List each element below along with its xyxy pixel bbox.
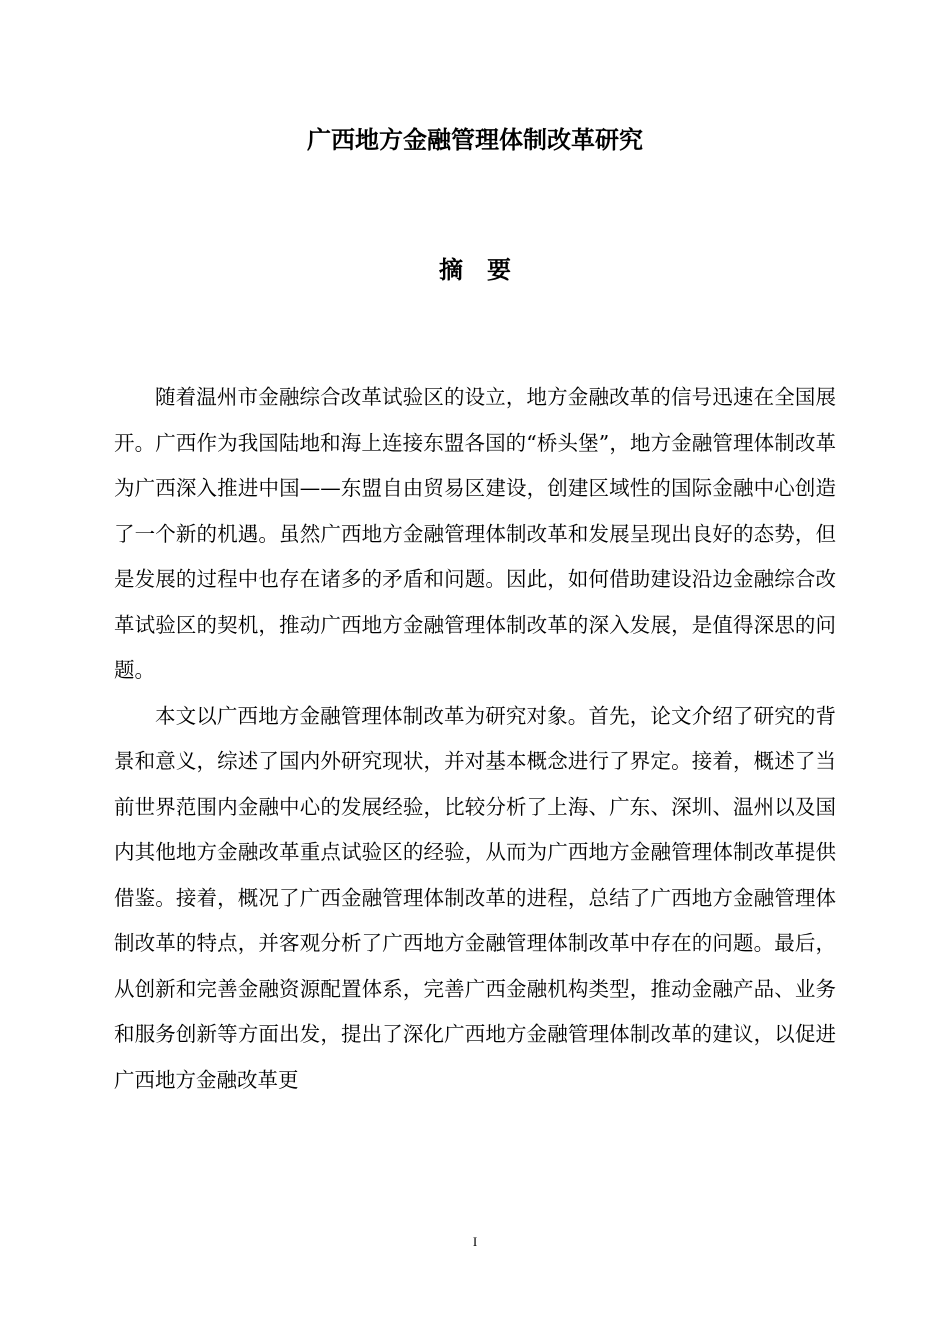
paper-title: 广西地方金融管理体制改革研究 [307, 126, 643, 154]
abstract-paragraph-1: 随着温州市金融综合改革试验区的设立，地方金融改革的信号迅速在全国展开。广西作为我国陆地和海上连接东盟各国的“桥头堡”，地方金融管理体制改革为广西深入推进中国——东盟自由贸易区建设，创建区域性的国际金融中心创造了一个新的机遇。虽然广西地方金融管理体制改革和发展呈现出良好的态势，但是发展的过程中也存在诸多的矛盾和问题。因此，如何借助建设沿边金融综合改革试验区的契机，推动广西地方金融管理体制改革的深入发展，是值得深思的问题。 [114, 385, 836, 682]
abstract-body [114, 375, 836, 1103]
abstract-paragraph-2: 本文以广西地方金融管理体制改革为研究对象。首先，论文介绍了研究的背景和意义，综述了国内外研究现状，并对基本概念进行了界定。接着，概述了当前世界范围内金融中心的发展经验，比较分析了上海、广东、深圳、温州以及国内其他地方金融改革重点试验区的经验，从而为广西地方金融管理体制改革提供借鉴。接着，概况了广西金融管理体制改革的进程，总结了广西地方金融管理体制改革的特点，并客观分析了广西地方金融管理体制改革中存在的问题。最后，从创新和完善金融资源配置体系，完善广西金融机构类型，推动金融产品、业务和服务创新等方面出发，提出了深化广西地方金融管理体制改革的建议，以促进广西地方金融改革更 [114, 703, 836, 1092]
page-number: I [472, 1234, 478, 1249]
abstract-heading: 摘要 [439, 256, 535, 284]
